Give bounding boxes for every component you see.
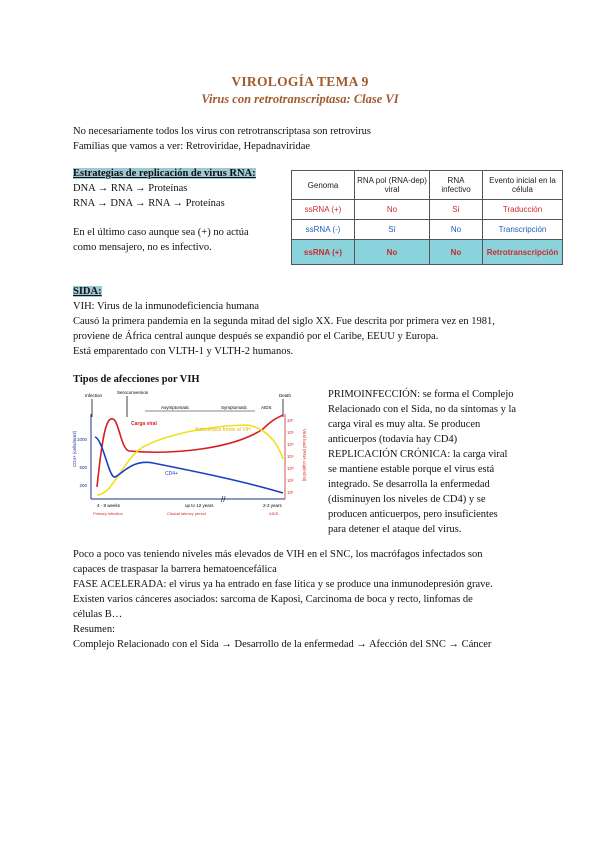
cronica-text: : la carga viral: [447, 449, 508, 460]
fase-text: : el virus ya ha entrado en fase lítica y se produce una inmunodepresión grave.: [163, 579, 493, 590]
left-tick: 200: [79, 483, 87, 488]
sida-line: Causó la primera pandemia en la segunda mitad del siglo XX. Fue descrita por primera vez en 1981,: [73, 316, 495, 327]
closing-line: Poco a poco vas teniendo niveles más elevados de VIH en el SNC, los macrófagos infectados son: [73, 549, 483, 560]
table-cell: Traducción: [483, 200, 563, 220]
sida-line: VIH: Virus de la inmunodeficiencia humana: [73, 301, 260, 312]
cronica-text: integrado. Se desarrolla la enfermedad: [328, 479, 490, 490]
fig-label-symptomatic: Symptomatic: [221, 405, 248, 410]
table-header: RNA infectivo: [430, 171, 483, 200]
primo-text: anticuerpos (todavía hay CD4): [328, 434, 458, 445]
left-axis-title: CD4+ (cells/mm3): [72, 430, 77, 467]
resumen-text: Complejo Relacionado con el Sida → Desarrollo de la enfermedad → Afección del SNC → Cáncer: [73, 639, 492, 650]
page-title: VIROLOGÍA TEMA 9: [231, 74, 369, 89]
strategies-heading: Estrategias de replicación de virus RNA:: [73, 168, 256, 179]
right-tick: 10²: [287, 478, 294, 483]
fig-label-aids: AIDS: [261, 405, 272, 410]
table-row: [292, 220, 563, 240]
right-tick: 10⁴: [287, 454, 294, 459]
left-tick: 500: [79, 465, 87, 470]
bottom-red-label: Clinical latency period: [167, 511, 206, 516]
sida-line: proviene de África central aunque después se expandió por el Caribe, EEUU y Europa.: [73, 331, 439, 342]
bottom-label: 2-3 years: [263, 503, 282, 508]
intro-line: No necesariamente todos los virus con retrotranscriptasa son retrovirus: [73, 126, 371, 137]
table-cell: No: [430, 240, 483, 265]
resumen-label: Resumen:: [73, 624, 115, 635]
table-cell: Sí: [355, 220, 430, 240]
cronica-text: producen anticuerpos, pero insuficientes: [328, 509, 498, 520]
table-cell: ssRNA (-): [292, 220, 355, 240]
table-cell: No: [430, 220, 483, 240]
table-header: RNA pol (RNA-dep) viral: [355, 171, 430, 200]
sida-section: [73, 284, 573, 359]
primo-text: : se forma el Complejo: [417, 389, 514, 400]
table-header: Genoma: [292, 171, 355, 200]
page-subtitle: Virus con retrotranscriptasa: Clase VI: [201, 92, 399, 106]
bottom-label: up to 12 years: [185, 503, 214, 508]
hiv-progression-figure: [72, 389, 307, 523]
right-tick: 10⁶: [287, 430, 294, 435]
strategies-section: [73, 166, 273, 255]
primo-label: PRIMOINFECCIÓN: [328, 389, 418, 400]
fig-label-infection: Infection: [85, 393, 103, 398]
primo-text: carga viral es muy alta. Se producen: [328, 419, 481, 430]
table-header-row: [292, 171, 563, 200]
closing-section: [73, 547, 583, 652]
cancer-line: células B…: [73, 609, 123, 620]
primo-text: Relacionado con el Sida, no da síntomas y la: [328, 404, 517, 415]
right-axis-title: Viral load (RNA copies/ml): [302, 429, 307, 482]
right-tick: 10³: [287, 466, 294, 471]
table-row: [292, 240, 563, 265]
cronica-text: se mantiene estable porque el virus está: [328, 464, 495, 475]
right-tick: 10¹: [287, 490, 294, 495]
afecciones-heading: Tipos de afecciones por VIH: [73, 374, 200, 385]
sida-heading: SIDA:: [73, 286, 102, 297]
table-cell: ssRNA (+): [292, 240, 355, 265]
right-tick: 10⁵: [287, 442, 294, 447]
table-header: Evento inicial en la célula: [483, 171, 563, 200]
strategy-line: DNA → RNA → Proteínas: [73, 183, 188, 194]
afecciones-text: [328, 387, 568, 537]
cancer-line: Existen varios cánceres asociados: sarcoma de Kaposi, Carcinoma de boca y recto, linfomas de: [73, 594, 473, 605]
table-row: [292, 200, 563, 220]
bottom-red-label: Primary infection: [93, 511, 123, 516]
strategy-note: En el último caso aunque sea (+) no actúa: [73, 227, 249, 238]
viral-load-label: Carga viral: [131, 421, 157, 427]
antibody-label: Anticuerpos frente al VIH: [195, 427, 251, 433]
strategy-line: RNA → DNA → RNA → Proteínas: [73, 198, 225, 209]
bottom-label: 4 - 8 weeks: [97, 503, 121, 508]
sida-line: Está emparentado con VLTH-1 y VLTH-2 humanos.: [73, 346, 294, 357]
table-cell: Sí: [430, 200, 483, 220]
fase-label: FASE ACELERADA: [73, 579, 164, 590]
closing-line: capaces de traspasar la barrera hematoencefálica: [73, 564, 277, 575]
cronica-label: REPLICACIÓN CRÓNICA: [328, 449, 448, 460]
cronica-text: (disminuyen los niveles de CD4) y se: [328, 494, 486, 505]
intro-text: [73, 124, 371, 154]
intro-line: Familias que vamos a ver: Retroviridae, Hepadnaviridae: [73, 141, 311, 152]
table-cell: No: [355, 200, 430, 220]
table-cell: Transcripción: [483, 220, 563, 240]
fig-label-seroconversion: Seroconversion: [117, 390, 149, 395]
table-cell: Retrotranscripción: [483, 240, 563, 265]
bottom-red-label: AIDS: [269, 511, 279, 516]
cronica-text: para detener el ataque del virus.: [328, 524, 462, 535]
strategy-note: como mensajero, no es infectivo.: [73, 242, 212, 253]
fig-label-asymptomatic: Asymptomatic: [161, 405, 190, 410]
left-tick: 1000: [76, 437, 87, 442]
table-cell: No: [355, 240, 430, 265]
axis-break-mark: //: [221, 495, 226, 504]
cd4-label: CD4+: [165, 471, 178, 477]
fig-label-death: Death: [279, 393, 292, 398]
table-cell: ssRNA (+): [292, 200, 355, 220]
right-tick: 10⁷: [287, 418, 294, 423]
replication-table: [291, 170, 563, 265]
